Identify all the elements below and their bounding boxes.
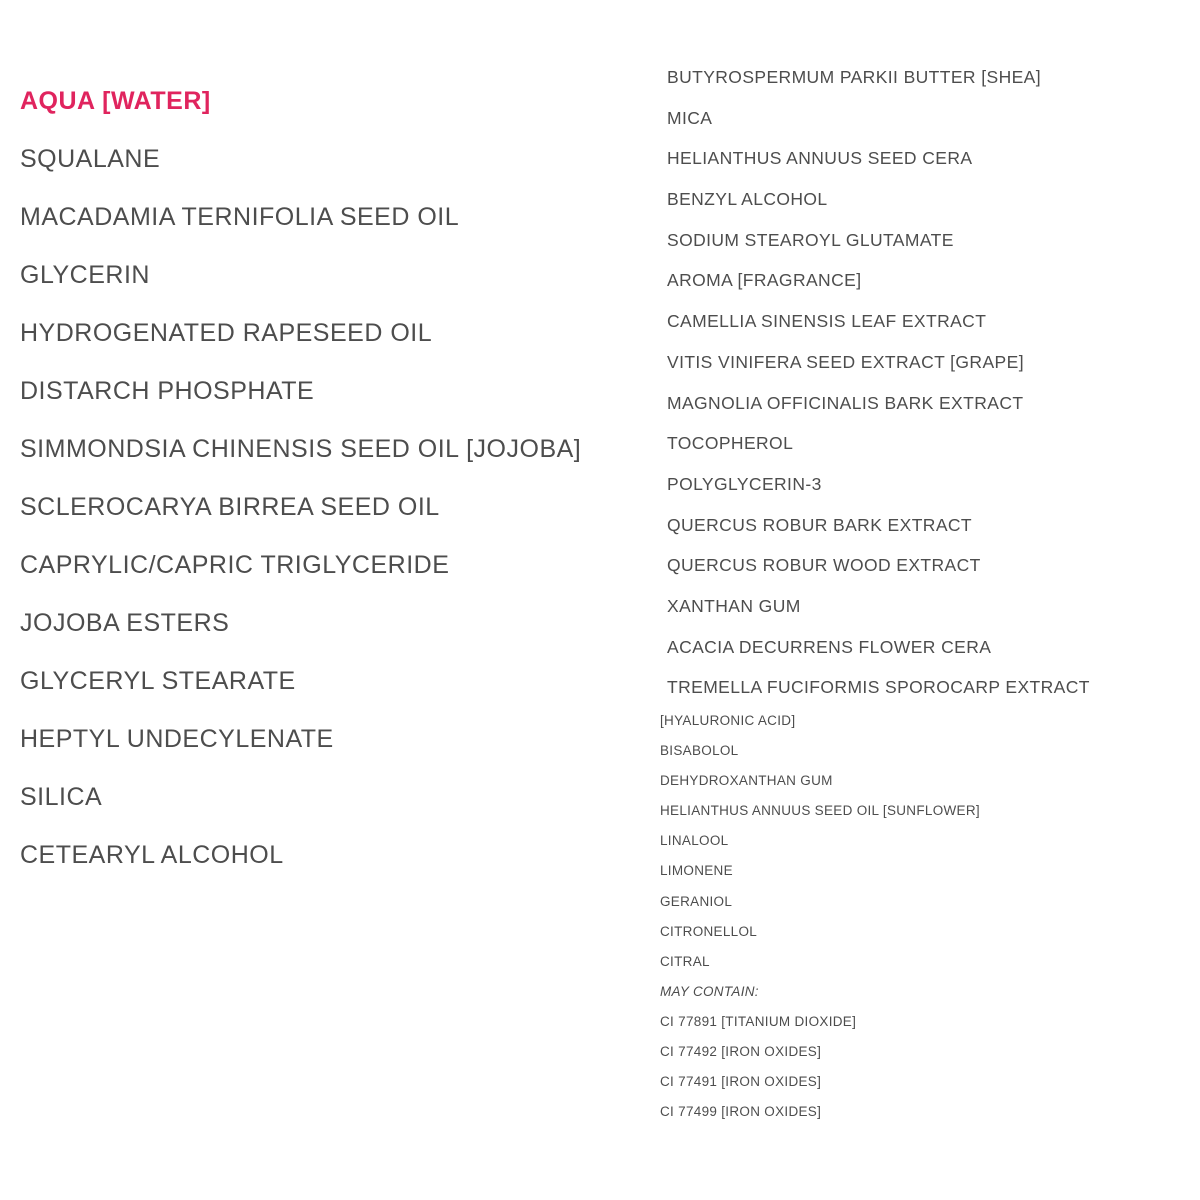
ingredient-item: GLYCERIN — [20, 261, 150, 289]
may-contain-label: MAY CONTAIN: — [660, 983, 759, 999]
ingredient-item: BENZYL ALCOHOL — [667, 189, 828, 210]
ingredient-item: TOCOPHEROL — [667, 433, 794, 454]
ingredient-item: [HYALURONIC ACID] — [660, 713, 796, 728]
ingredient-item: QUERCUS ROBUR WOOD EXTRACT — [667, 555, 981, 576]
ingredient-item: MACADAMIA TERNIFOLIA SEED OIL — [20, 203, 460, 231]
ingredient-item: GERANIOL — [660, 893, 733, 909]
ingredient-item: TREMELLA FUCIFORMIS SPOROCARP EXTRACT — [667, 677, 1090, 698]
ingredient-item: HELIANTHUS ANNUUS SEED CERA — [667, 148, 973, 169]
ingredient-list-tertiary — [660, 706, 1180, 1127]
colorant-item: CI 77499 [IRON OXIDES] — [660, 1104, 822, 1120]
ingredient-item: CETEARYL ALCOHOL — [20, 841, 284, 869]
ingredient-item: DISTARCH PHOSPHATE — [20, 377, 315, 405]
ingredient-item: HYDROGENATED RAPESEED OIL — [20, 319, 433, 347]
colorant-item: CI 77491 [IRON OXIDES] — [660, 1074, 822, 1090]
ingredient-item: SCLEROCARYA BIRREA SEED OIL — [20, 493, 440, 521]
ingredient-item: LINALOOL — [660, 833, 729, 849]
ingredient-item: HEPTYL UNDECYLENATE — [20, 725, 334, 753]
ingredient-item: CITRONELLOL — [660, 923, 758, 939]
ingredient-item: CAPRYLIC/CAPRIC TRIGLYCERIDE — [20, 551, 450, 579]
ingredient-item: VITIS VINIFERA SEED EXTRACT [GRAPE] — [667, 351, 1024, 372]
ingredient-item: QUERCUS ROBUR BARK EXTRACT — [667, 514, 973, 535]
ingredient-item: JOJOBA ESTERS — [20, 609, 230, 637]
ingredient-item: LIMONENE — [660, 863, 733, 879]
colorant-item: CI 77492 [IRON OXIDES] — [660, 1044, 822, 1060]
ingredient-item: SODIUM STEAROYL GLUTAMATE — [667, 229, 954, 250]
ingredient-item: BISABOLOL — [660, 743, 739, 759]
ingredient-highlight: AQUA [WATER] — [20, 87, 211, 115]
ingredient-item: BUTYROSPERMUM PARKII BUTTER [SHEA] — [667, 67, 1042, 87]
ingredient-item: CAMELLIA SINENSIS LEAF EXTRACT — [667, 311, 987, 332]
ingredient-item: MAGNOLIA OFFICINALIS BARK EXTRACT — [667, 392, 1024, 413]
colorant-item: CI 77891 [TITANIUM DIOXIDE] — [660, 1013, 857, 1029]
ingredient-item: CITRAL — [660, 953, 710, 969]
ingredient-item: SIMMONDSIA CHINENSIS SEED OIL [JOJOBA] — [20, 435, 582, 463]
ingredient-item: GLYCERYL STEARATE — [20, 667, 296, 695]
ingredient-item: SQUALANE — [20, 145, 161, 173]
ingredient-item: XANTHAN GUM — [667, 595, 801, 616]
ingredient-list-primary — [20, 72, 630, 884]
ingredient-item: DEHYDROXANTHAN GUM — [660, 773, 833, 789]
ingredient-item: SILICA — [20, 783, 103, 811]
ingredient-item: MICA — [667, 107, 713, 128]
ingredient-item: AROMA [FRAGRANCE] — [667, 270, 862, 291]
ingredient-item: ACACIA DECURRENS FLOWER CERA — [667, 636, 992, 657]
ingredient-item: POLYGLYCERIN-3 — [667, 473, 822, 494]
ingredient-list-secondary — [667, 57, 1187, 708]
ingredient-item: HELIANTHUS ANNUUS SEED OIL [SUNFLOWER] — [660, 803, 980, 819]
